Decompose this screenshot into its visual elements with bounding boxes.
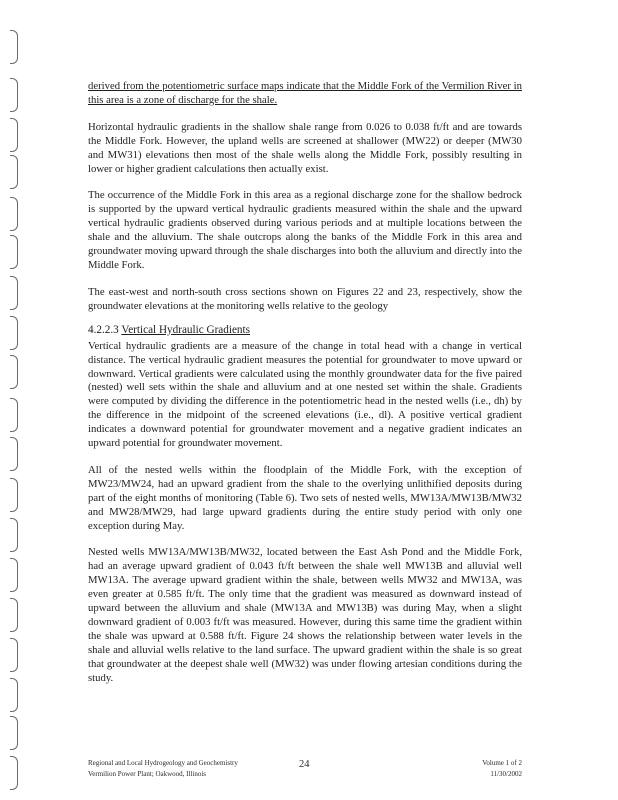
paragraph-horizontal-gradients: Horizontal hydraulic gradients in the shallow shale range from 0.026 to 0.038 ft/ft and are towards the Middle Fork. However, the upland wells are screened at shallower (MW22) or deeper (MW30 and MW31) elevations then most of the shale wells along the Middle Fork, possibly resulting in lower or higher gradient calculations then actually exist. xyxy=(88,120,522,175)
binder-ring xyxy=(10,78,18,112)
paragraph-discharge-zone: The occurrence of the Middle Fork in this area as a regional discharge zone for the shallow bedrock is supported by the upward vertical hydraulic gradients measured within the shale and the upward vertical hydraulic gradients observed during various periods and at multiple locations between the shale and the alluvium. The shale outcrops along the banks of the Middle Fork in this area and groundwater moving upward through the shale discharges into both the alluvium and directly into the Middle Fork. xyxy=(88,189,522,271)
section-number: 4.2.2.3 xyxy=(88,323,119,336)
binder-ring xyxy=(10,558,18,592)
binder-ring xyxy=(10,478,18,512)
paragraph-cross-sections: The east-west and north-south cross sections shown on Figures 22 and 23, respectively, show the groundwater elevations at the monitoring wells relative to the geology xyxy=(88,285,522,312)
paragraph-nested-wells-floodplain: All of the nested wells within the floodplain of the Middle Fork, with the exception of MW23/MW24, had an upward gradient from the shale to the overlying unlithified deposits during part of the eight months of monitoring (Table 6). Two sets of nested wells, MW13A/MW13B/MW32 and MW28/MW29, had large upward gradients during the entire study period with only one exception during May. xyxy=(88,463,522,532)
section-heading xyxy=(88,323,522,337)
paragraph-continuation: derived from the potentiometric surface maps indicate that the Middle Fork of the Vermilion River in this area is a zone of discharge for the shale. xyxy=(88,80,522,106)
binder-ring xyxy=(10,235,18,269)
document-body xyxy=(88,80,522,699)
binder-ring xyxy=(10,716,18,750)
binder-ring xyxy=(10,155,18,189)
binder-ring xyxy=(10,30,18,64)
binder-ring xyxy=(10,276,18,310)
paragraph-vertical-gradients-definition: Vertical hydraulic gradients are a measure of the change in total head with a change in vertical distance. The vertical hydraulic gradient measures the potential for groundwater to move upward or downward. Vertical gradients were calculated using the monthly groundwater data for the five paired (nested) well sets within the shale and alluvium and at one nested set within the shale. Gradients were computed by dividing the difference in the potentiometric head in the nested wells (i.e., dh) by the difference in the midpoint of the screened elevations (i.e., dl). A positive vertical gradient indicates a downward potential for groundwater movement and a negative gradient indicates an upward potential for groundwater movement. xyxy=(88,339,522,450)
binder-holes xyxy=(10,0,22,800)
binder-ring xyxy=(10,518,18,552)
footer-report-title: Regional and Local Hydrogeology and Geochemistry xyxy=(88,759,238,767)
footer-date: 11/30/2002 xyxy=(490,770,522,778)
section-title: Vertical Hydraulic Gradients xyxy=(121,323,250,336)
paragraph-nested-wells-mw13: Nested wells MW13A/MW13B/MW32, located between the East Ash Pond and the Middle Fork, had an average upward gradient of 0.043 ft/ft between the shale well MW13B and alluvial well MW13A. The average upward gradient within the shale, between wells MW32 and MW13A, was even greater at 0.585 ft/ft. The only time that the gradient was measured as downward instead of upward between the alluvium and shale (MW13A and MW13B) was during May, when a slight downward gradient of 0.003 ft/ft was measured. However, during this same time the gradient within the shale was upward at 0.588 ft/ft. Figure 24 shows the relationship between water levels in the shale and alluvial wells relative to the land surface. The upward gradient within the shale is so great that groundwater at the deepest shale well (MW32) was under flowing artesian conditions during the study. xyxy=(88,546,522,684)
binder-ring xyxy=(10,197,18,231)
binder-ring xyxy=(10,398,18,432)
footer-location: Vermilion Power Plant; Oakwood, Illinois xyxy=(88,770,207,778)
footer-right xyxy=(482,758,522,780)
page-footer xyxy=(88,758,522,788)
binder-ring xyxy=(10,678,18,712)
binder-ring xyxy=(10,437,18,471)
binder-ring xyxy=(10,756,18,790)
footer-left xyxy=(88,758,238,780)
binder-ring xyxy=(10,638,18,672)
binder-ring xyxy=(10,316,18,350)
binder-ring xyxy=(10,118,18,152)
binder-ring xyxy=(10,598,18,632)
footer-volume: Volume 1 of 2 xyxy=(482,759,522,767)
binder-ring xyxy=(10,355,18,389)
page-number: 24 xyxy=(299,759,310,770)
